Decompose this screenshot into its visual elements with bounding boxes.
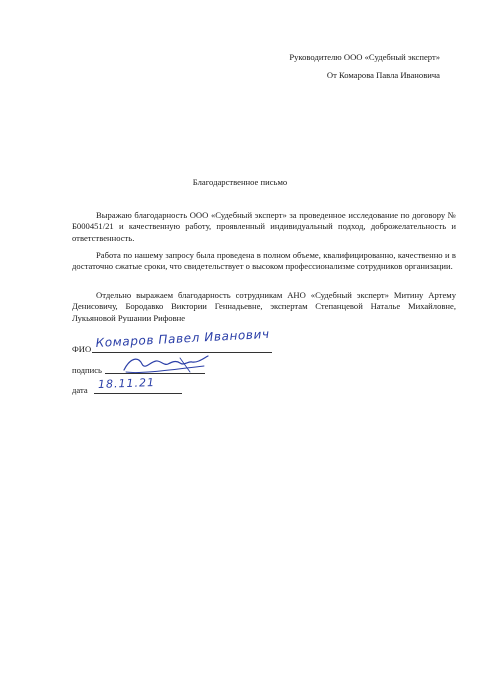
signature-label: подпись xyxy=(72,365,102,375)
addressee-recipient: Руководителю ООО «Судебный эксперт» xyxy=(289,52,440,62)
date-underline xyxy=(94,393,182,394)
addressee-sender: От Комарова Павла Ивановича xyxy=(326,70,440,80)
letter-title: Благодарственное письмо xyxy=(192,177,288,187)
fio-label: ФИО xyxy=(72,344,92,354)
fio-handwritten-value: Комаров Павел Иванович xyxy=(95,326,270,350)
date-handwritten-value: 18.11.21 xyxy=(97,376,156,391)
date-label: дата xyxy=(72,385,88,395)
paragraph-staff-thanks: Отдельно выражаем благодарность сотрудникам АНО «Судебный эксперт» Митину Артему Денисовичу, Бородавко Виктории Геннадьевне, экспертам Степанцевой Наталье Михайловне, Лукьяновой Рушании Рифовне xyxy=(72,290,456,323)
paragraph-work-quality: Работа по нашему запросу была проведена в полном объеме, квалифицированно, качественно и в достаточно сжатые сроки, что свидетельствует о высоком профессионализме сотрудников организации. xyxy=(72,250,456,272)
addressee-block xyxy=(289,48,440,84)
handwritten-signature xyxy=(120,352,212,378)
paragraph-gratitude: Выражаю благодарность ООО «Судебный эксперт» за проведенное исследование по договору № Б000451/21 и качественную работу, проявленный индивидуальный подход, доброжелательность и ответственность. xyxy=(72,210,456,243)
